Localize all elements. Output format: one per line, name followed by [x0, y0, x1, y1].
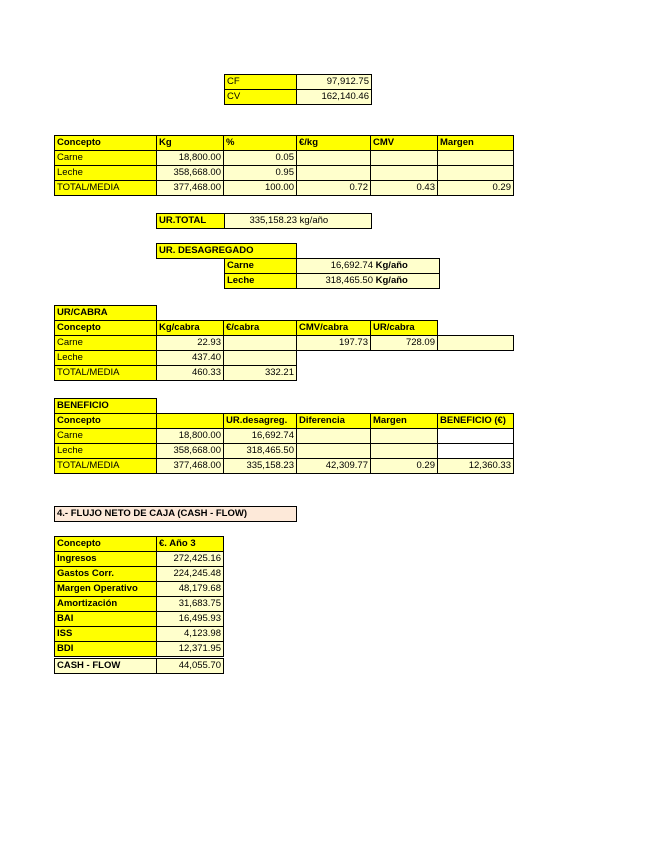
header-beneficio: BENEFICIO (€): [437, 413, 514, 429]
cell-kg-cabra: 460.33: [156, 365, 224, 381]
header-ano-3: €. Año 3: [156, 536, 224, 552]
cell-cmv-cabra: 197.73: [296, 335, 371, 351]
cell-concepto: BAI: [54, 611, 157, 627]
cell-value: 4,123.98: [156, 626, 224, 642]
cell-kg-cabra: 22.93: [156, 335, 224, 351]
cell-beneficio: 12,360.33: [437, 458, 514, 474]
cell-concepto: Carne: [224, 258, 297, 274]
cell-eur-kg: [296, 165, 371, 181]
header-concepto: Concepto: [54, 413, 157, 429]
ur-total-value: 335,158.23: [249, 215, 297, 226]
cell-concepto: BDI: [54, 641, 157, 657]
cell-ur-desagreg: 318,465.50: [223, 443, 297, 459]
cell-concepto: Ingresos: [54, 551, 157, 567]
header-kg-cabra: Kg/cabra: [156, 320, 224, 336]
cell-concepto: Amortización: [54, 596, 157, 612]
cell-kg: 18,800.00: [156, 150, 224, 166]
ur-carne-unit: Kg/año: [375, 260, 408, 271]
cell-cmv: [370, 150, 438, 166]
cell-margen: 0.29: [370, 458, 438, 474]
header-kg: [156, 413, 224, 429]
cell-margen: [370, 428, 438, 444]
cell-percent: 0.95: [223, 165, 297, 181]
cell-concepto: Leche: [54, 350, 157, 366]
header-percent: %: [223, 135, 297, 151]
cell-beneficio: [437, 443, 514, 459]
section-title: 4.- FLUJO NETO DE CAJA (CASH - FLOW): [54, 506, 297, 522]
cell-kg-cabra: 437.40: [156, 350, 224, 366]
cash-flow-label: CASH - FLOW: [54, 658, 157, 674]
cell-cmv: [370, 165, 438, 181]
cash-flow-value: 44,055.70: [156, 658, 224, 674]
cell-kg: 358,668.00: [156, 165, 224, 181]
cell-margen: [437, 165, 514, 181]
cell-diferencia: [296, 443, 371, 459]
ur-total-value-cell: [224, 213, 372, 229]
ur-cabra-title: UR/CABRA: [54, 305, 157, 321]
ur-leche-unit: Kg/año: [375, 275, 408, 286]
cell-margen: [370, 443, 438, 459]
cell-concepto: Carne: [54, 150, 157, 166]
cell-eur-kg: [296, 150, 371, 166]
header-eur-kg: €/kg: [296, 135, 371, 151]
cell-eur-kg: 0.72: [296, 180, 371, 196]
header-eur-cabra: €/cabra: [223, 320, 297, 336]
cell-eur-cabra: 332.21: [223, 365, 297, 381]
header-cmv: CMV: [370, 135, 438, 151]
cell-margen: 0.29: [437, 180, 514, 196]
cell-concepto: ISS: [54, 626, 157, 642]
cell-cmv: 0.43: [370, 180, 438, 196]
cell-concepto: Leche: [54, 443, 157, 459]
cell-eur-cabra: [223, 350, 297, 366]
cell-concepto: Carne: [54, 428, 157, 444]
cell-kg: 18,800.00: [156, 428, 224, 444]
header-diferencia: Diferencia: [296, 413, 371, 429]
cell-ur-desagreg: 335,158.23: [223, 458, 297, 474]
header-ur-desagreg: UR.desagreg.: [223, 413, 297, 429]
cell-concepto: Margen Operativo: [54, 581, 157, 597]
cell-kg: 358,668.00: [156, 443, 224, 459]
cell-diferencia: 42,309.77: [296, 458, 371, 474]
cell-ur-desagreg: 16,692.74: [223, 428, 297, 444]
cell-extra: [437, 335, 514, 351]
header-cmv-cabra: CMV/cabra: [296, 320, 371, 336]
cv-label: CV: [224, 89, 297, 105]
header-concepto: Concepto: [54, 135, 157, 151]
cell-beneficio: [437, 428, 514, 444]
header-concepto: Concepto: [54, 320, 157, 336]
cv-value: 162,140.46: [296, 89, 372, 105]
cell-value: 272,425.16: [156, 551, 224, 567]
cell-concepto: Carne: [54, 335, 157, 351]
ur-total-unit: kg/año: [299, 215, 329, 226]
ur-total-label: UR.TOTAL: [156, 213, 225, 229]
cell-value: [296, 273, 440, 289]
cell-value: 16,495.93: [156, 611, 224, 627]
header-kg: Kg: [156, 135, 224, 151]
cell-kg: 377,468.00: [156, 458, 224, 474]
cell-margen: [437, 150, 514, 166]
cell-value: 224,245.48: [156, 566, 224, 582]
cell-value: 48,179.68: [156, 581, 224, 597]
cell-concepto: Gastos Corr.: [54, 566, 157, 582]
cell-diferencia: [296, 428, 371, 444]
cell-ur-cabra: 728.09: [370, 335, 438, 351]
cell-concepto: TOTAL/MEDIA: [54, 365, 157, 381]
ur-leche-value: 318,465.50: [325, 275, 373, 286]
cell-concepto: Leche: [224, 273, 297, 289]
header-concepto: Concepto: [54, 536, 157, 552]
header-margen: Margen: [370, 413, 438, 429]
cell-value: 31,683.75: [156, 596, 224, 612]
cell-concepto: Leche: [54, 165, 157, 181]
beneficio-title: BENEFICIO: [54, 398, 157, 414]
cell-value: [296, 258, 440, 274]
cell-concepto: TOTAL/MEDIA: [54, 180, 157, 196]
ur-desagregado-title: UR. DESAGREGADO: [156, 243, 297, 259]
cell-kg: 377,468.00: [156, 180, 224, 196]
cell-concepto: TOTAL/MEDIA: [54, 458, 157, 474]
cf-label: CF: [224, 74, 297, 90]
ur-carne-value: 16,692.74: [330, 260, 373, 271]
cf-value: 97,912.75: [296, 74, 372, 90]
header-ur-cabra: UR/cabra: [370, 320, 438, 336]
header-margen: Margen: [437, 135, 514, 151]
cell-percent: 0.05: [223, 150, 297, 166]
cell-value: 12,371.95: [156, 641, 224, 657]
cell-eur-cabra: [223, 335, 297, 351]
cell-percent: 100.00: [223, 180, 297, 196]
